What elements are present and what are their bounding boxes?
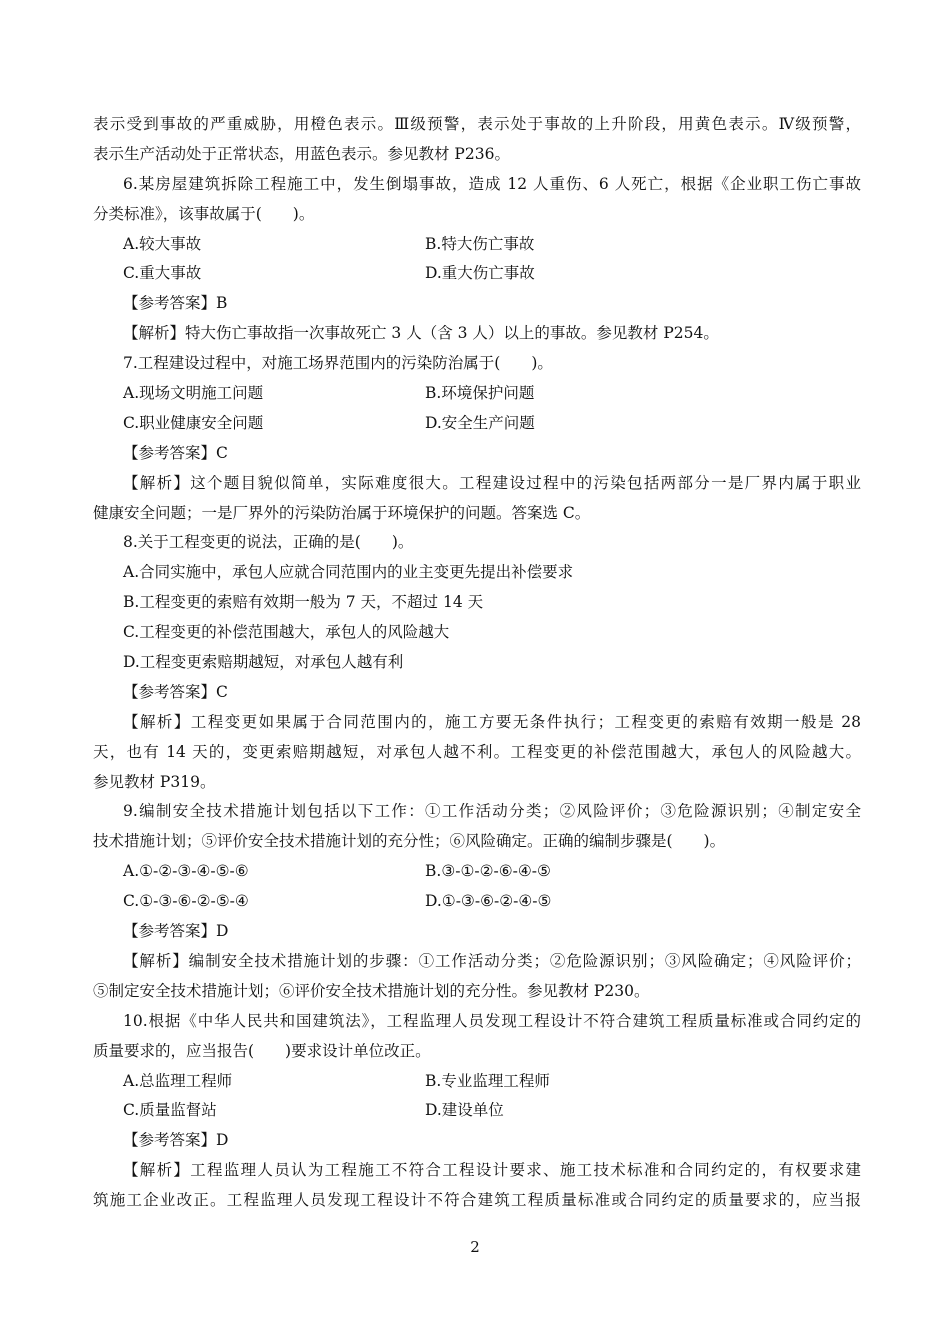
question-9-options-row xyxy=(93,857,861,887)
option-a: A.现场文明施工问题 xyxy=(123,384,264,403)
analysis-line: 【解析】工程监理人员认为工程施工不符合工程设计要求、施工技术标准和合同约定的，有权要求建 xyxy=(123,1161,861,1180)
question-6-options-row xyxy=(93,230,861,260)
option-b: B.特大伤亡事故 xyxy=(425,234,535,253)
option-c: C.①-③-⑥-②-⑤-④ xyxy=(123,892,249,911)
question-10-stem: 10.根据《中华人民共和国建筑法》，工程监理人员发现工程设计不符合建筑工程质量标准或合同约定的 xyxy=(123,1011,861,1030)
option-a: A.较大事故 xyxy=(123,234,202,253)
option-a: A.总监理工程师 xyxy=(123,1071,233,1090)
answer-line: 【参考答案】B xyxy=(123,294,228,313)
question-6-stem: 6.某房屋建筑拆除工程施工中，发生倒塌事故，造成 12 人重伤、6 人死亡，根据《企业职工伤亡事故 xyxy=(123,174,861,193)
question-10-options-row xyxy=(93,1067,861,1097)
option-b: B.工程变更的索赔有效期一般为 7 天，不超过 14 天 xyxy=(123,593,484,612)
analysis-line-cont: ⑤制定安全技术措施计划；⑥评价安全技术措施计划的充分性。参见教材 P230。 xyxy=(93,981,650,1000)
question-9-stem-cont: 技术措施计划；⑤评价安全技术措施计划的充分性；⑥风险确定。正确的编制步骤是( )。 xyxy=(93,832,726,851)
analysis-line-cont: 健康安全问题；一是厂界外的污染防治属于环境保护的问题。答案选 C。 xyxy=(93,503,591,522)
option-b: B.专业监理工程师 xyxy=(425,1071,550,1090)
question-7-options-row xyxy=(93,379,861,409)
option-b: B.③-①-②-⑥-④-⑤ xyxy=(425,862,551,881)
option-d: D.工程变更索赔期越短，对承包人越有利 xyxy=(123,653,404,672)
question-8-stem: 8.关于工程变更的说法，正确的是( )。 xyxy=(123,533,414,552)
option-d: D.①-③-⑥-②-④-⑤ xyxy=(425,892,552,911)
option-d: D.建设单位 xyxy=(425,1101,504,1120)
analysis-line-cont: 筑施工企业改正。工程监理人员发现工程设计不符合建筑工程质量标准或合同约定的质量要求的，应当报 xyxy=(93,1191,861,1210)
answer-line: 【参考答案】D xyxy=(123,922,229,941)
question-10-stem-cont: 质量要求的，应当报告( )要求设计单位改正。 xyxy=(93,1041,431,1060)
option-d: D.安全生产问题 xyxy=(425,413,535,432)
option-b: B.环境保护问题 xyxy=(425,384,535,403)
question-10-options-row xyxy=(93,1096,861,1126)
analysis-line: 【解析】这个题目貌似简单，实际难度很大。工程建设过程中的污染包括两部分一是厂界内属于职业 xyxy=(123,473,861,492)
text-line: 表示生产活动处于正常状态，用蓝色表示。参见教材 P236。 xyxy=(93,144,510,163)
page-content xyxy=(93,110,861,1216)
option-c: C.工程变更的补偿范围越大，承包人的风险越大 xyxy=(123,623,450,642)
option-d: D.重大伤亡事故 xyxy=(425,264,535,283)
analysis-line: 【解析】工程变更如果属于合同范围内的，施工方要无条件执行；工程变更的索赔有效期一般是 28 xyxy=(123,712,861,731)
option-c: C.职业健康安全问题 xyxy=(123,413,264,432)
question-6-stem-cont: 分类标准》，该事故属于( )。 xyxy=(93,204,315,223)
question-6-options-row xyxy=(93,259,861,289)
answer-line: 【参考答案】C xyxy=(123,443,228,462)
analysis-line: 【解析】特大伤亡事故指一次事故死亡 3 人（含 3 人）以上的事故。参见教材 P254。 xyxy=(123,324,719,343)
question-9-stem: 9.编制安全技术措施计划包括以下工作：①工作活动分类；②风险评价；③危险源识别；④制定安全 xyxy=(123,802,861,821)
text-line: 表示受到事故的严重威胁，用橙色表示。Ⅲ级预警，表示处于事故的上升阶段，用黄色表示。Ⅳ级预警， xyxy=(93,115,861,133)
question-7-options-row xyxy=(93,409,861,439)
analysis-line-cont: 参见教材 P319。 xyxy=(93,772,216,791)
option-a: A.合同实施中，承包人应就合同范围内的业主变更先提出补偿要求 xyxy=(123,563,574,582)
analysis-line: 【解析】编制安全技术措施计划的步骤：①工作活动分类；②危险源识别；③风险确定；④风险评价； xyxy=(123,951,861,970)
option-c: C.质量监督站 xyxy=(123,1101,217,1120)
answer-line: 【参考答案】C xyxy=(123,682,228,701)
question-7-stem: 7.工程建设过程中，对施工场界范围内的污染防治属于( )。 xyxy=(123,354,553,373)
page-number: 2 xyxy=(470,1238,480,1256)
question-9-options-row xyxy=(93,887,861,917)
answer-line: 【参考答案】D xyxy=(123,1131,229,1150)
analysis-line-cont: 天，也有 14 天的，变更索赔期越短，对承包人越不利。工程变更的补偿范围越大，承包人的风险越大。 xyxy=(93,742,861,761)
option-a: A.①-②-③-④-⑤-⑥ xyxy=(123,862,249,881)
option-c: C.重大事故 xyxy=(123,264,202,283)
